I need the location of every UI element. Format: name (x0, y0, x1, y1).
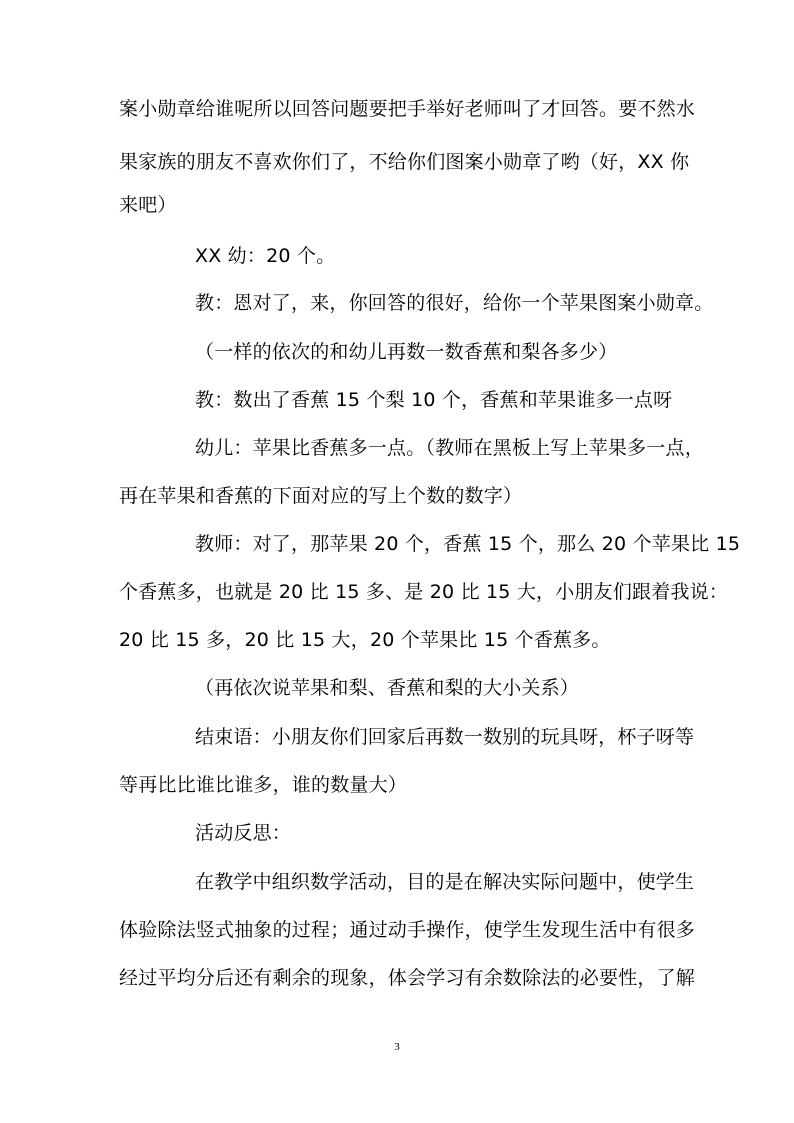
text-line-10: 教师：对了，那苹果 20 个，香蕉 15 个，那么 20 个苹果比 15 (195, 533, 741, 555)
text-line-17: 在教学中组织数学活动，目的是在解决实际问题中，使学生 (195, 871, 695, 893)
text-line-14: 结束语：小朋友你们回家后再数一数别的玩具呀，杯子呀等 (195, 726, 695, 748)
text-line-16: 活动反思： (195, 822, 292, 844)
text-line-3: 来吧） (119, 194, 177, 216)
text-line-15: 等再比比谁比谁多，谁的数量大） (119, 774, 408, 796)
text-line-6: （一样的依次的和幼儿再数一数香蕉和梨各多少） (195, 341, 618, 363)
text-line-11: 个香蕉多，也就是 20 比 15 多、是 20 比 15 大，小朋友们跟着我说： (119, 581, 729, 603)
text-line-18: 体验除法竖式抽象的过程；通过动手操作，使学生发现生活中有很多 (119, 919, 696, 941)
text-line-4: XX 幼：20 个。 (195, 245, 336, 267)
text-line-7: 教：数出了香蕉 15 个梨 10 个，香蕉和苹果谁多一点呀 (195, 389, 673, 411)
text-line-19: 经过平均分后还有剩余的现象，体会学习有余数除法的必要性，了解 (119, 967, 696, 989)
text-line-12: 20 比 15 多，20 比 15 大，20 个苹果比 15 个香蕉多。 (119, 629, 611, 651)
text-line-9: 再在苹果和香蕉的下面对应的写上个数的数字） (119, 485, 523, 507)
text-line-8: 幼儿：苹果比香蕉多一点。（教师在黑板上写上苹果多一点， (195, 437, 704, 459)
text-line-5: 教：恩对了，来，你回答的很好，给你一个苹果图案小勋章。 (195, 292, 714, 314)
text-line-1: 案小勋章给谁呢所以回答问题要把手举好老师叫了才回答。要不然水 (119, 98, 696, 120)
text-line-13: （再依次说苹果和梨、香蕉和梨的大小关系） (195, 677, 580, 699)
page-number: 3 (394, 1041, 400, 1053)
text-line-2: 果家族的朋友不喜欢你们了，不给你们图案小勋章了哟（好，XX 你 (119, 151, 690, 173)
